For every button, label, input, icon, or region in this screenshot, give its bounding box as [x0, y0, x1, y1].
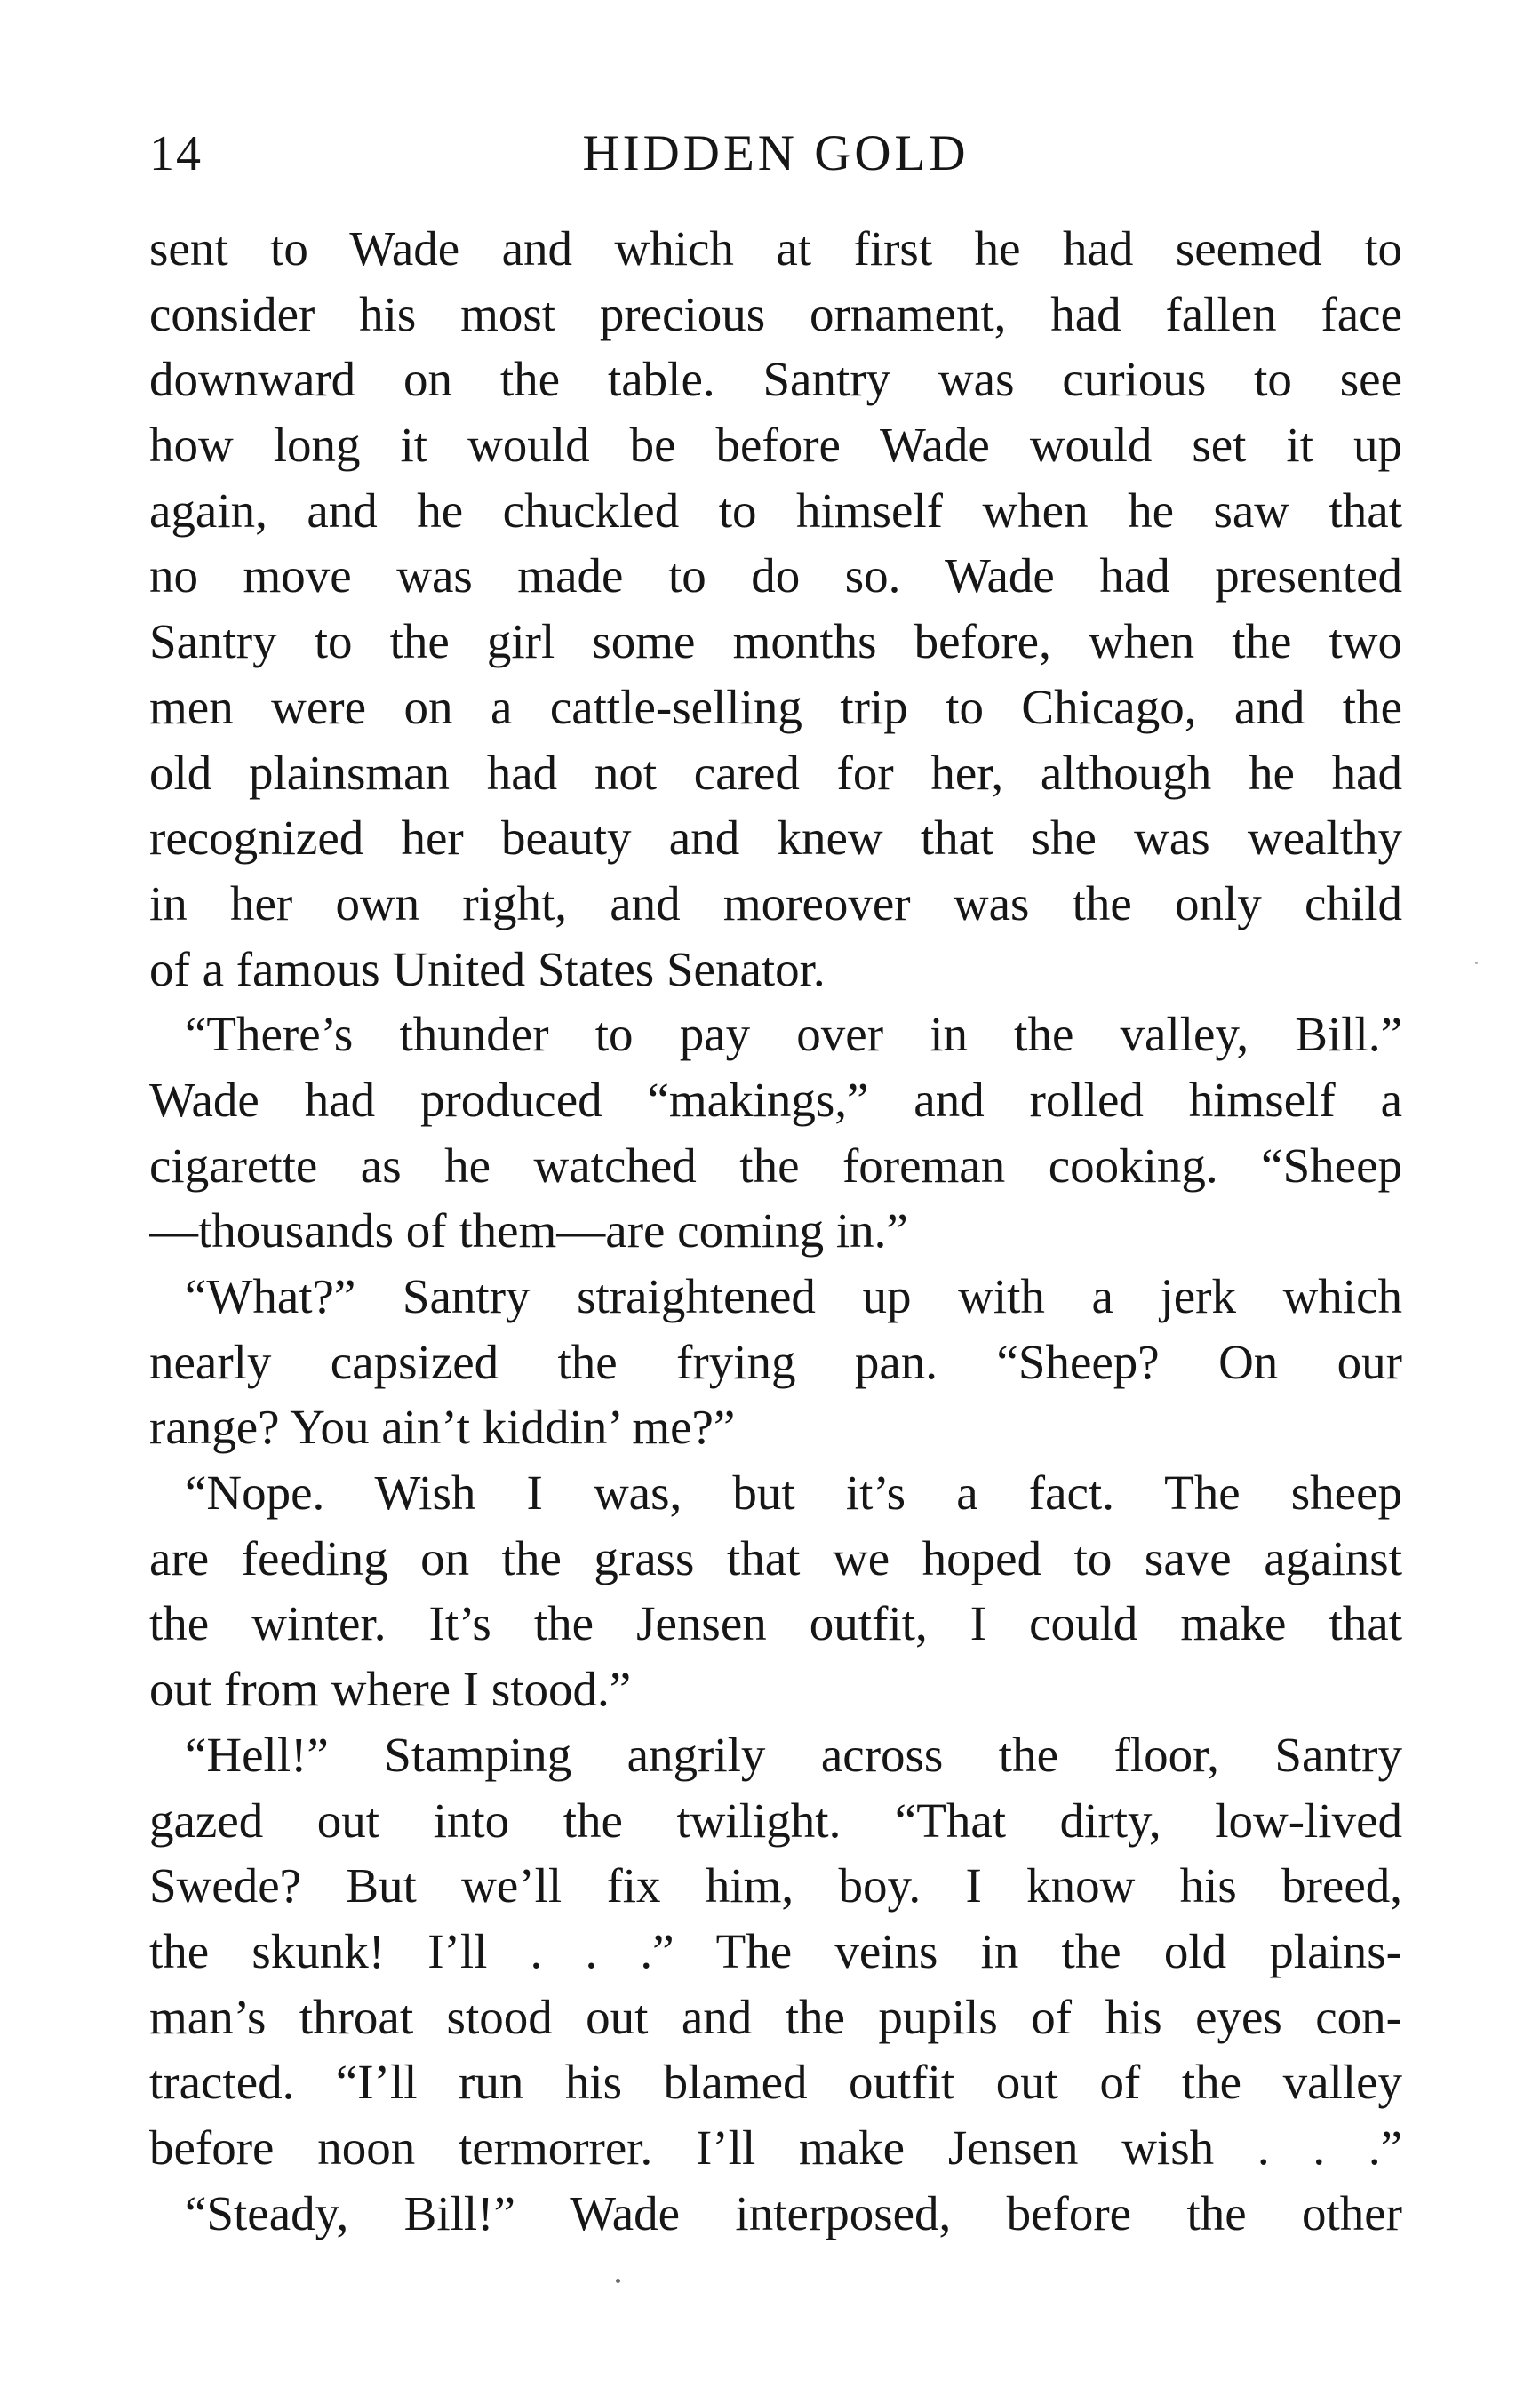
text-line: downward on the table. Santry was curious to see — [149, 352, 1402, 407]
text-line: of a famous United States Senator. — [149, 941, 826, 996]
text-line: how long it would be before Wade would set it up — [149, 418, 1402, 473]
text-line: Wade had produced “makings,” and rolled himself a — [149, 1072, 1402, 1127]
text-line: cigarette as he watched the foreman cooking. “Sheep — [149, 1138, 1402, 1193]
text-line: Santry to the girl some months before, when the two — [149, 614, 1402, 669]
running-head — [149, 123, 1402, 185]
text-line: consider his most precious ornament, had fallen face — [149, 286, 1402, 341]
text-line: “Hell!” Stamping angrily across the floor, Santry — [185, 1727, 1402, 1782]
body-text — [149, 216, 1402, 2246]
text-line: are feeding on the grass that we hoped to save against — [149, 1530, 1402, 1585]
text-line: nearly capsized the frying pan. “Sheep? On our — [149, 1334, 1402, 1389]
text-line: the skunk! I’ll . . .” The veins in the old plains- — [149, 1923, 1402, 1978]
text-line: out from where I stood.” — [149, 1662, 632, 1717]
text-line: “What?” Santry straightened up with a jerk which — [185, 1269, 1402, 1323]
text-line: “There’s thunder to pay over in the valley, Bill.” — [185, 1007, 1402, 1062]
text-line: —thousands of them—are coming in.” — [149, 1203, 908, 1258]
text-line: gazed out into the twilight. “That dirty, low-lived — [149, 1793, 1402, 1848]
running-title: HIDDEN GOLD — [582, 125, 969, 181]
text-line: sent to Wade and which at first he had seemed to — [149, 221, 1402, 276]
text-line: in her own right, and moreover was the only child — [149, 875, 1402, 930]
page-number: 14 — [149, 126, 203, 181]
text-line: “Steady, Bill!” Wade interposed, before the other — [185, 2185, 1402, 2240]
text-line: the winter. It’s the Jensen outfit, I could make that — [149, 1596, 1402, 1651]
text-line: man’s throat stood out and the pupils of his eyes con- — [149, 1989, 1402, 2044]
text-line: tracted. “I’ll run his blamed outfit out of the valley — [149, 2055, 1402, 2110]
text-line: range? You ain’t kiddin’ me?” — [149, 1400, 736, 1455]
text-line: old plainsman had not cared for her, although he had — [149, 745, 1402, 800]
text-line: recognized her beauty and knew that she was wealthy — [149, 811, 1402, 866]
text-line: again, and he chuckled to himself when he saw that — [149, 483, 1402, 538]
text-line: Swede? But we’ll fix him, boy. I know his breed, — [149, 1858, 1402, 1913]
specks-mark — [616, 2279, 620, 2283]
specks-mark — [1475, 962, 1478, 964]
text-line: before noon termorrer. I’ll make Jensen wish . . .” — [149, 2120, 1402, 2175]
text-line: no move was made to do so. Wade had presented — [149, 548, 1402, 603]
text-line: “Nope. Wish I was, but it’s a fact. The sheep — [185, 1466, 1402, 1521]
text-line: men were on a cattle-selling trip to Chicago, and the — [149, 679, 1402, 734]
